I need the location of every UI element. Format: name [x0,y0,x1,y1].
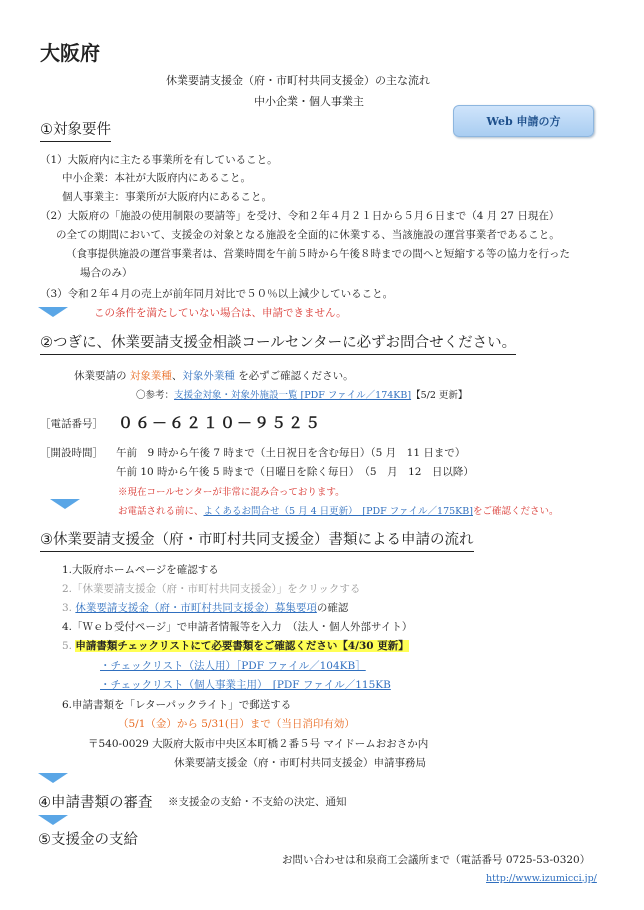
review-note: ※支援金の支給・不支給の決定、通知 [168,796,347,808]
checklist-notice: 申請書類チェックリストにて必要書類をご確認ください【4/30 更新】 [75,640,409,652]
phone-number[interactable]: ０６－６２１０－９５２５ [118,414,323,432]
reference-line: 〇参考：支援金対象・対象外施設一覧 [PDF ファイル／174KB]【5/2 更新】 [136,390,468,401]
busy-notice: ※現在コールセンターが非常に混み合っております。 [118,487,345,498]
mail-office: 休業要請支援金（府・市町村共同支援金）申請事務局 [174,757,426,769]
guidelines-link[interactable]: 休業要請支援金（府・市町村共同支援金）募集要項 [75,602,317,614]
section4-heading: ④申請書類の審査 [38,795,153,811]
req-1: （1）大阪府内に主たる事業所を有していること。 [40,154,278,166]
step-2: 2.「休業要請支援金（府・市町村共同支援金）」をクリックする [62,583,361,595]
down-arrow-icon [50,499,80,509]
phone-label: ［電話番号］ [40,418,103,430]
section1-heading: ①対象要件 [40,118,111,142]
hours-line1: 午前 9 時から午後 7 時まで（土日祝日を含む毎日）（5 月 11 日まで） [116,447,466,459]
checklist-corporate-link[interactable]: ・チェックリスト（法人用）［PDF ファイル／104KB］ [100,660,366,672]
facility-list-pdf-link[interactable]: 支援金対象・対象外施設一覧 [PDF ファイル／174KB] [174,390,412,401]
eligibility-warning: この条件を満たしていない場合は、申請できません。 [94,307,347,319]
mail-address: 〒540-0029 大阪府大阪市中央区本町橋２番５号 マイドームおおさか内 [88,738,429,750]
confirm-line: 休業要請の 対象業種、対象外業種 を必ずご確認ください。 [74,370,354,382]
web-application-button[interactable]: Web 申請の方 [453,105,594,137]
section3-heading: ③休業要請支援金（府・市町村共同支援金）書類による申請の流れ [40,528,474,552]
faq-line: お電話される前に、よくあるお問合せ（5 月 4 日更新） [PDF ファイル／175KB]をご確認ください。 [118,506,559,517]
req-3: （3）令和２年４月の売上が前年同月対比で５０％以上減少していること。 [40,288,394,300]
req-2: （2）大阪府の「施設の使用制限の要請等」を受け、令和２年４月２１日から５月６日まで（4 月 27 日現在） [40,210,560,222]
step-6: 6.申請書類を「レターパックライト」で郵送する [62,699,292,711]
prefecture-title: 大阪府 [40,41,100,65]
req-2-note-cont: 場合のみ） [80,267,133,279]
down-arrow-icon [38,773,68,783]
down-arrow-icon [38,307,68,317]
checklist-individual-link[interactable]: ・チェックリスト（個人事業主用） [PDF ファイル／115KB [100,679,391,691]
step-4: 4.「Ｗｅｂ受付ページ」で申請者情報等を入力 （法人・個人外部サイト） [62,621,413,633]
req-1-sme: 中小企業：本社が大阪府内にあること。 [62,172,251,184]
section2-heading: ②つぎに、休業要請支援金相談コールセンターに必ずお問合せください。 [40,331,516,355]
req-2-cont: の全ての期間において、支援金の対象となる施設を全面的に休業する、当該施設の運営事業者であること。 [56,229,560,241]
step-5: 5. 申請書類チェックリストにて必要書類をご確認ください【4/30 更新】 [62,640,409,652]
hours-line2: 午前 10 時から午後 5 時まで（日曜日を除く毎日） （5 月 12 日以降） [116,466,474,478]
doc-subtitle: 中小企業・個人事業主 [254,95,364,108]
website-link[interactable]: http://www.izumicci.jp/ [486,873,597,884]
req-2-note: （食事提供施設の運営事業者は、営業時間を午前５時から午後８時までの間へと短縮する等の協力を行った [66,248,570,260]
section5-heading: ⑤支援金の支給 [38,832,138,848]
down-arrow-icon [38,815,68,825]
step-3: 3. 休業要請支援金（府・市町村共同支援金）募集要項の確認 [62,602,349,614]
hours-label: ［開設時間］ [40,447,103,459]
nontarget-industries: 対象外業種 [182,370,235,382]
doc-title: 休業要請支援金（府・市町村共同支援金）の主な流れ [166,74,430,87]
contact-info: お問い合わせは和泉商工会議所まで（電話番号 0725-53-0320） [282,854,591,866]
req-1-individual: 個人事業主：事業所が大阪府内にあること。 [62,191,272,203]
target-industries: 対象業種 [129,370,172,382]
step-1: 1.大阪府ホームページを確認する [62,564,219,576]
mail-deadline: （5/1（金）から 5/31(日）まで（当日消印有効） [118,718,355,730]
faq-pdf-link[interactable]: よくあるお問合せ（5 月 4 日更新） [PDF ファイル／175KB] [203,506,473,517]
